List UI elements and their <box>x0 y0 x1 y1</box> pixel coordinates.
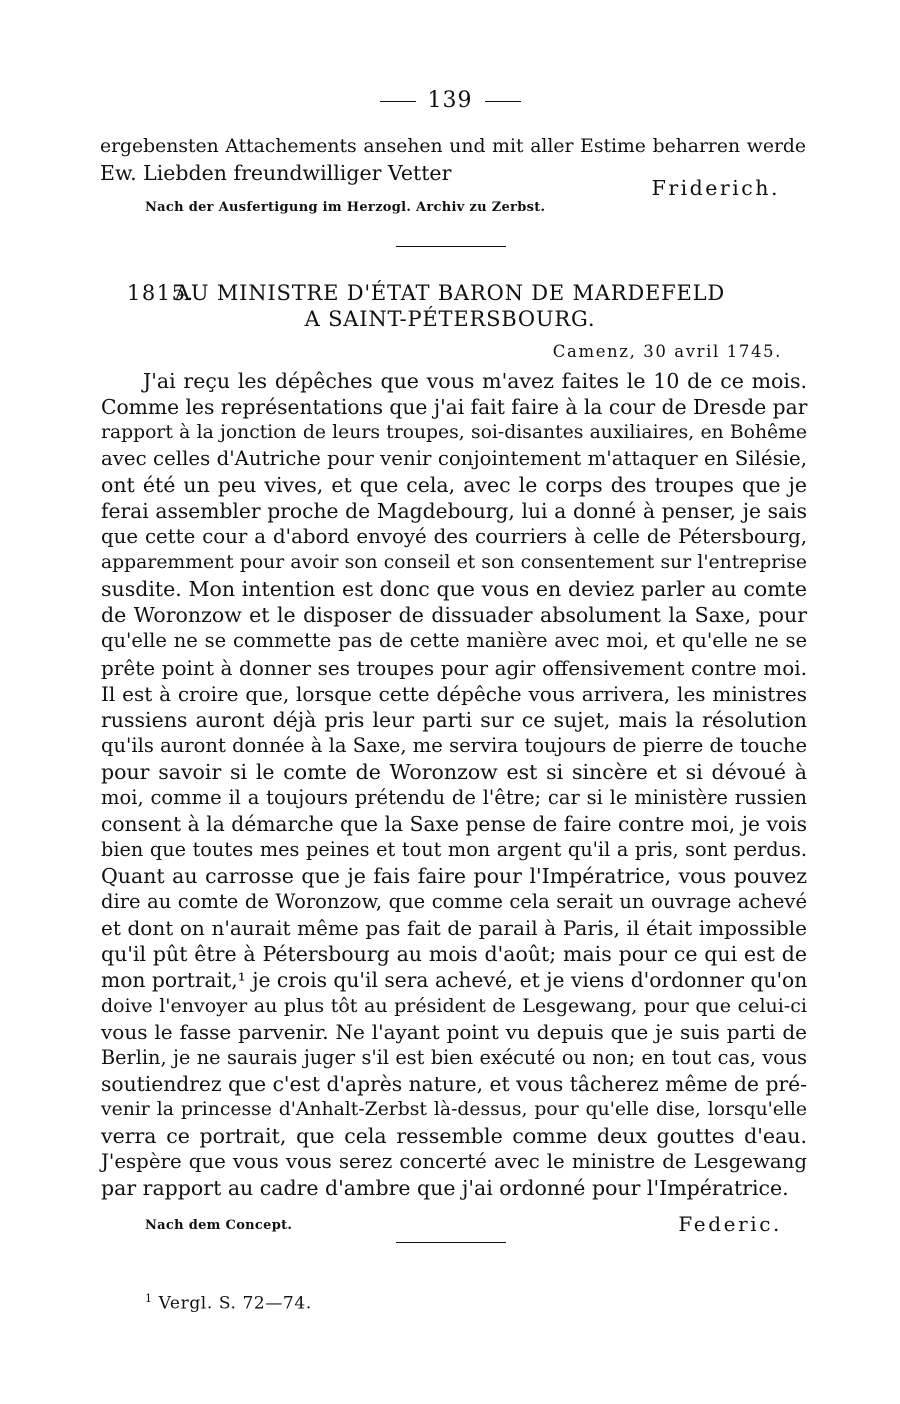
source-note-2: Nach dem Concept. <box>145 1218 293 1233</box>
page-number: 139 <box>427 88 473 113</box>
body-line: Quant au carrosse que je fais faire pour l'Impératrice, vous pouvez <box>101 863 807 888</box>
body-line: doive l'envoyer au plus tôt au président de Lesgewang, pour que celui-ci <box>101 995 807 1018</box>
body-line: qu'elle ne se commette pas de cette manière avec moi, et qu'elle ne se <box>101 629 807 653</box>
footnote-text: Vergl. S. 72—74. <box>158 1293 312 1314</box>
body-line: venir la princesse d'Anhalt-Zerbst là-dessus, pour qu'elle dise, lorsqu'elle <box>101 1099 807 1121</box>
signature-federic: Federic. <box>678 1212 782 1236</box>
body-line: moi, comme il a toujours prétendu de l'être; car si le ministère russien <box>101 785 807 809</box>
body-line: que cette cour a d'abord envoyé des courriers à celle de Pétersbourg, <box>101 525 807 549</box>
heading-line-1: AU MINISTRE D'ÉTAT BARON DE MARDEFELD <box>174 281 726 305</box>
body-line: qu'il pût être à Pétersbourg au mois d'août; mais pour ce qui est de <box>101 942 807 967</box>
body-line: mon portrait,¹ je crois qu'il sera achevé, et je viens d'ordonner qu'on <box>101 968 808 993</box>
body-line: russiens auront déjà pris leur parti sur ce sujet, mais la résolution <box>101 707 807 732</box>
body-line: de Woronzow et le disposer de dissuader absolument la Saxe, pour <box>101 603 807 628</box>
body-line: dire au comte de Woronzow, que comme cela serait un ouvrage achevé <box>101 889 807 913</box>
intro-line: Ew. Liebden freundwilliger Vetter <box>100 161 452 185</box>
body-line: susdite. Mon intention est donc que vous en deviez parler au comte <box>101 577 807 602</box>
body-line: Il est à croire que, lorsque cette dépêche vous arrivera, les ministres <box>101 681 807 706</box>
page-number-row <box>0 88 900 113</box>
body-line: J'espère que vous vous serez concerté avec le ministre de Lesgewang <box>101 1150 807 1174</box>
body-line: Berlin, je ne saurais juger s'il est bien exécuté ou non; en tout cas, vous <box>101 1046 807 1070</box>
body-line: par rapport au cadre d'ambre que j'ai ordonné pour l'Impératrice. <box>101 1176 789 1201</box>
letter-heading <box>120 280 780 332</box>
body-line: apparemment pour avoir son conseil et son consentement sur l'entreprise <box>101 552 807 574</box>
body-line: prête point à donner ses troupes pour agir offensivement contre moi. <box>101 655 807 680</box>
body-line: avec celles d'Autriche pour venir conjointement m'attaquer en Silésie, <box>101 447 807 471</box>
body-line: ont été un peu vives, et que cela, avec le corps des troupes que je <box>101 473 807 498</box>
signature-friderich: Friderich. <box>651 176 780 200</box>
section-divider-2 <box>396 1242 506 1243</box>
body-line: Comme les représentations que j'ai fait faire à la cour de Dresde par <box>101 395 808 420</box>
footnote-mark: 1 <box>145 1292 153 1305</box>
footnote <box>145 1292 312 1314</box>
body-line: vous le fasse parvenir. Ne l'ayant point vu depuis que je suis parti de <box>101 1020 807 1045</box>
page-number-dash-right <box>485 101 521 102</box>
intro-line: ergebensten Attachements ansehen und mit aller Estime beharren werde <box>100 136 806 157</box>
section-divider-1 <box>396 246 506 247</box>
body-line: soutiendrez que c'est d'après nature, et vous tâcherez même de pré- <box>101 1072 807 1097</box>
body-line: rapport à la jonction de leurs troupes, soi-disantes auxiliaires, en Bohême <box>101 422 807 444</box>
body-line: bien que toutes mes peines et tout mon argent qu'il a pris, sont perdus. <box>101 837 807 861</box>
letter-number: 1815. <box>127 281 195 305</box>
page-number-dash-left <box>380 101 416 102</box>
source-note-1: Nach der Ausfertigung im Herzogl. Archiv zu Zerbst. <box>145 200 546 215</box>
body-line: ferai assembler proche de Magdebourg, lui a donné à penser, je sais <box>101 499 807 524</box>
dateline: Camenz, 30 avril 1745. <box>552 342 782 361</box>
letter-body <box>101 368 807 1202</box>
body-line: et dont on n'aurait même pas fait de parail à Paris, il était impossible <box>101 915 807 940</box>
body-line: verra ce portrait, que cela ressemble comme deux gouttes d'eau. <box>101 1124 807 1149</box>
body-line: J'ai reçu les dépêches que vous m'avez faites le 10 de ce mois. <box>143 369 807 393</box>
body-line: qu'ils auront donnée à la Saxe, me servira toujours de pierre de touche <box>101 733 807 757</box>
body-line: consent à la démarche que la Saxe pense de faire contre moi, je vois <box>101 811 807 836</box>
body-line: pour savoir si le comte de Woronzow est si sincère et si dévoué à <box>101 759 807 784</box>
heading-line-2: A SAINT-PÉTERSBOURG. <box>304 307 596 331</box>
